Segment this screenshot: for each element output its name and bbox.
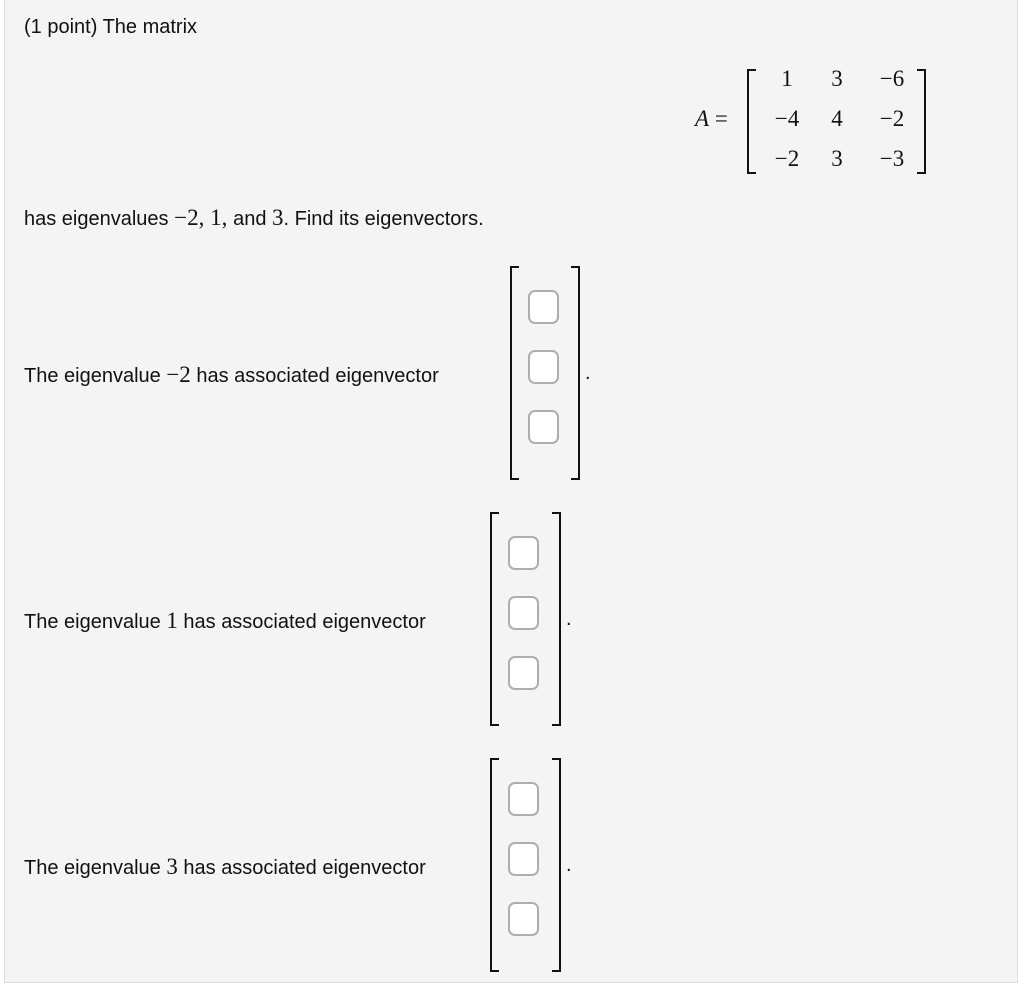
answer-input-2-2[interactable]	[508, 596, 539, 630]
period: .	[566, 608, 572, 630]
question-text: The eigenvalue 3 has associated eigenvector	[24, 854, 426, 879]
answer-input-2-3[interactable]	[508, 656, 539, 690]
eigenvector-question-3	[5, 758, 705, 978]
vector-left-bracket	[510, 266, 519, 480]
matrix-cell: −2	[879, 106, 905, 131]
eigenvalue-2: 1	[210, 205, 222, 230]
eigenvector-question-2	[5, 512, 705, 732]
matrix-left-bracket	[747, 69, 756, 174]
question-text: The eigenvalue 1 has associated eigenvector	[24, 608, 426, 633]
vector-left-bracket	[490, 758, 499, 972]
eigenvalue-1: −2	[174, 205, 199, 230]
problem-intro: (1 point) The matrix	[24, 16, 198, 38]
vector-right-bracket	[552, 758, 561, 972]
answer-input-1-2[interactable]	[528, 350, 559, 384]
matrix-right-bracket	[917, 69, 926, 174]
answer-input-3-1[interactable]	[508, 782, 539, 816]
answer-input-2-1[interactable]	[508, 536, 539, 570]
matrix-a	[695, 66, 935, 176]
period: .	[585, 362, 591, 384]
answer-input-3-2[interactable]	[508, 842, 539, 876]
answer-input-3-3[interactable]	[508, 902, 539, 936]
matrix-cell: −6	[879, 66, 905, 91]
matrix-cell: 3	[831, 66, 843, 91]
matrix-cell: 4	[831, 106, 843, 131]
vector-right-bracket	[571, 266, 580, 480]
period: .	[566, 854, 572, 876]
question-text: The eigenvalue −2 has associated eigenvector	[24, 362, 439, 387]
answer-input-1-3[interactable]	[528, 410, 559, 444]
vector-right-bracket	[552, 512, 561, 726]
matrix-cell: −4	[774, 106, 800, 131]
problem-panel	[4, 0, 1018, 983]
eigenvector-question-1	[5, 266, 705, 486]
matrix-label: A =	[695, 106, 728, 131]
problem-statement: has eigenvalues −2, 1, and 3. Find its eigenvectors.	[24, 205, 484, 230]
answer-input-1-1[interactable]	[528, 290, 559, 324]
vector-left-bracket	[490, 512, 499, 726]
eigenvalue-3: 3	[272, 205, 284, 230]
matrix-cell: 1	[781, 66, 793, 91]
matrix-cell: −2	[774, 146, 800, 171]
matrix-cell: 3	[831, 146, 843, 171]
matrix-cell: −3	[879, 146, 905, 171]
